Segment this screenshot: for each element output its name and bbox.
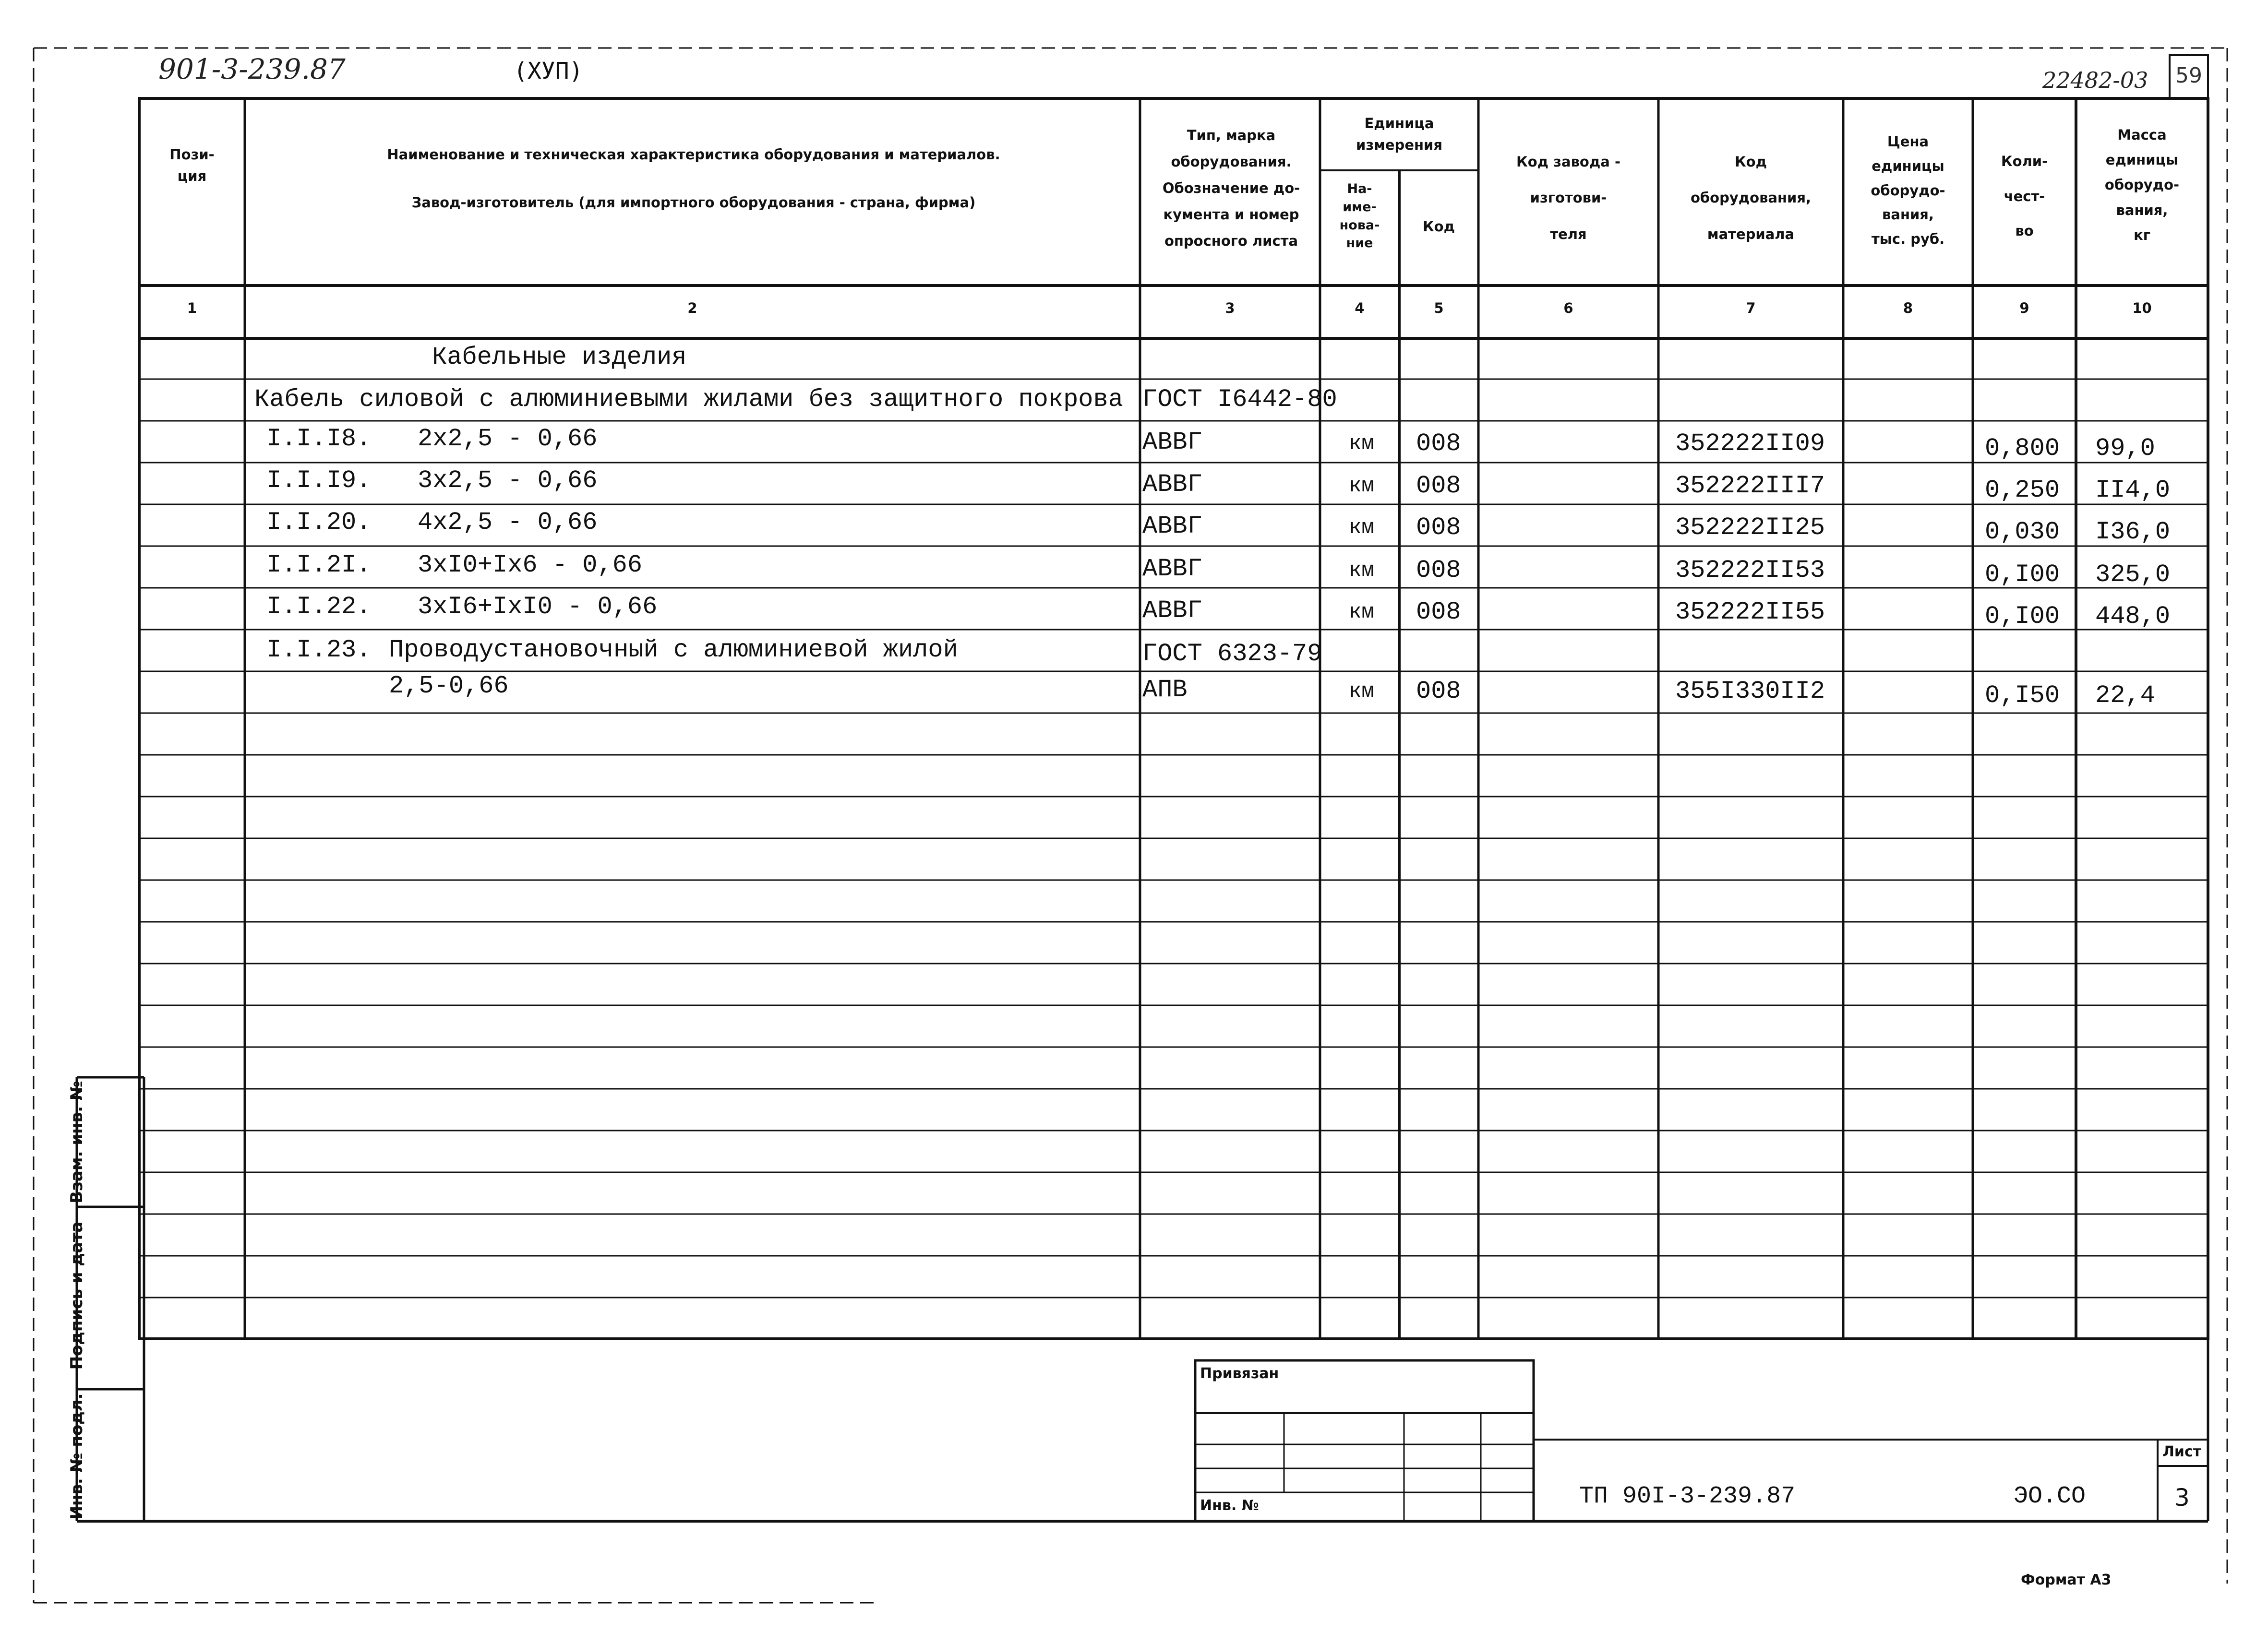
row-quantity: 0,I00: [1985, 560, 2060, 589]
row-unit: км: [1349, 432, 1374, 456]
list-number: 3: [2174, 1484, 2190, 1512]
row-name: 3хI0+Iх6 - 0,66: [418, 551, 643, 579]
header-quantity: Коли- чест- во: [2001, 153, 2048, 239]
section-code: ЭО.СО: [2014, 1483, 2086, 1510]
stamp-number: 22482-03: [2042, 67, 2148, 93]
row-name: 3х2,5 - 0,66: [418, 466, 598, 495]
row-type: АВВГ: [1142, 596, 1202, 625]
col-number: 10: [2132, 300, 2152, 316]
row-unit: км: [1349, 679, 1374, 703]
row-name: Проводустановочный с алюминиевой жилой: [389, 636, 958, 664]
header-price: Цена единицы оборудо- вания, тыс. руб.: [1871, 133, 1945, 247]
col-number: 1: [187, 300, 197, 316]
row-code: 008: [1416, 429, 1461, 458]
row-mass: 448,0: [2095, 602, 2171, 631]
col-number: 8: [1903, 300, 1913, 316]
list-label: Лист: [2162, 1443, 2202, 1460]
header-unit-code: Код: [1422, 218, 1455, 235]
row-type: ГОСТ 6323-79: [1142, 640, 1322, 668]
row-type: АВВГ: [1142, 470, 1202, 499]
row-position: I.I.22.: [266, 593, 372, 621]
col-number: 6: [1563, 300, 1573, 316]
page-number: 59: [2175, 63, 2202, 88]
row-equipment-code: 352222III7: [1675, 472, 1825, 500]
row-type: АВВГ: [1142, 512, 1202, 540]
row-position: I.I.I9.: [266, 466, 372, 495]
inv-number-label: Инв. №: [1200, 1497, 1259, 1514]
row-unit: км: [1349, 474, 1374, 498]
row-quantity: 0,250: [1985, 476, 2060, 504]
row-name: 2,5-0,66: [389, 672, 509, 700]
header-position: Пози- ция: [169, 146, 215, 184]
row-name: 2х2,5 - 0,66: [418, 425, 598, 453]
row-unit: км: [1349, 516, 1374, 540]
row-position: I.I.20.: [266, 508, 372, 536]
header-name-line1: Наименование и техническая характеристика оборудования и материалов.: [387, 146, 1000, 163]
row-mass: II4,0: [2095, 476, 2171, 504]
row-type: АВВГ: [1142, 428, 1202, 456]
row-unit: км: [1349, 600, 1374, 624]
col-number: 7: [1746, 300, 1756, 316]
row-position: I.I.2I.: [266, 551, 372, 579]
row-unit: км: [1349, 559, 1374, 583]
side-label-podpis: Подпись и дата: [67, 1221, 86, 1370]
header-plant-code: Код завода - изготови- теля: [1516, 154, 1620, 242]
col-number: 5: [1434, 300, 1444, 316]
section-label: (ХУП): [514, 58, 583, 84]
row-quantity: 0,I00: [1985, 602, 2060, 631]
row-mass: 325,0: [2095, 560, 2171, 589]
format-label: Формат А3: [2021, 1572, 2112, 1588]
row-position: I.I.23.: [266, 636, 372, 664]
row-name: 4х2,5 - 0,66: [418, 508, 598, 536]
row-type: АПВ: [1142, 676, 1188, 704]
col-number: 3: [1225, 300, 1235, 316]
doc-designation: ТП 90I-3-239.87: [1579, 1483, 1796, 1510]
row-quantity: 0,I50: [1985, 681, 2060, 710]
row-type: АВВГ: [1142, 555, 1202, 583]
row-equipment-code: 352222II53: [1675, 556, 1825, 584]
col-number: 2: [687, 300, 697, 316]
row-quantity: 0,800: [1985, 434, 2060, 463]
row-equipment-code: 355I330II2: [1675, 677, 1825, 705]
section-title: Кабельные изделия: [432, 343, 687, 371]
row-mass: 99,0: [2095, 434, 2155, 463]
row-name: Кабель силовой с алюминиевыми жилами без защитного покрова: [254, 385, 1123, 414]
row-quantity: 0,030: [1985, 518, 2060, 546]
header-equipment-code: Код оборудования, материала: [1690, 154, 1812, 242]
row-code: 008: [1416, 598, 1461, 626]
row-position: I.I.I8.: [266, 425, 372, 453]
privyazan-label: Привязан: [1200, 1365, 1279, 1382]
header-mass: Масса единицы оборудо- вания, кг: [2104, 127, 2180, 243]
row-mass: I36,0: [2095, 518, 2171, 546]
doc-code-handwritten: 901-3-239.87: [158, 53, 346, 85]
row-mass: 22,4: [2095, 681, 2155, 710]
side-label-inv-podl: Инв. № подл.: [67, 1393, 86, 1520]
row-equipment-code: 352222II25: [1675, 513, 1825, 542]
side-label-vzam: Взам. инв. №: [67, 1081, 86, 1203]
header-unit-group: Единица измерения: [1356, 115, 1442, 153]
row-equipment-code: 352222II55: [1675, 598, 1825, 626]
row-code: 008: [1416, 513, 1461, 542]
col-number: 4: [1355, 300, 1365, 316]
row-name: 3хI6+IхI0 - 0,66: [418, 593, 658, 621]
row-code: 008: [1416, 472, 1461, 500]
header-unit-name: На- име- нова- ние: [1339, 181, 1380, 251]
row-equipment-code: 352222II09: [1675, 429, 1825, 458]
row-code: 008: [1416, 556, 1461, 584]
row-code: 008: [1416, 677, 1461, 705]
col-number: 9: [2019, 300, 2029, 316]
header-type: Тип, марка оборудования. Обозначение до- кумента и номер опросного листа: [1162, 127, 1300, 250]
header-name-line2: Завод-изготовитель (для импортного оборудования - страна, фирма): [411, 194, 976, 211]
row-type: ГОСТ I6442-80: [1142, 385, 1337, 414]
